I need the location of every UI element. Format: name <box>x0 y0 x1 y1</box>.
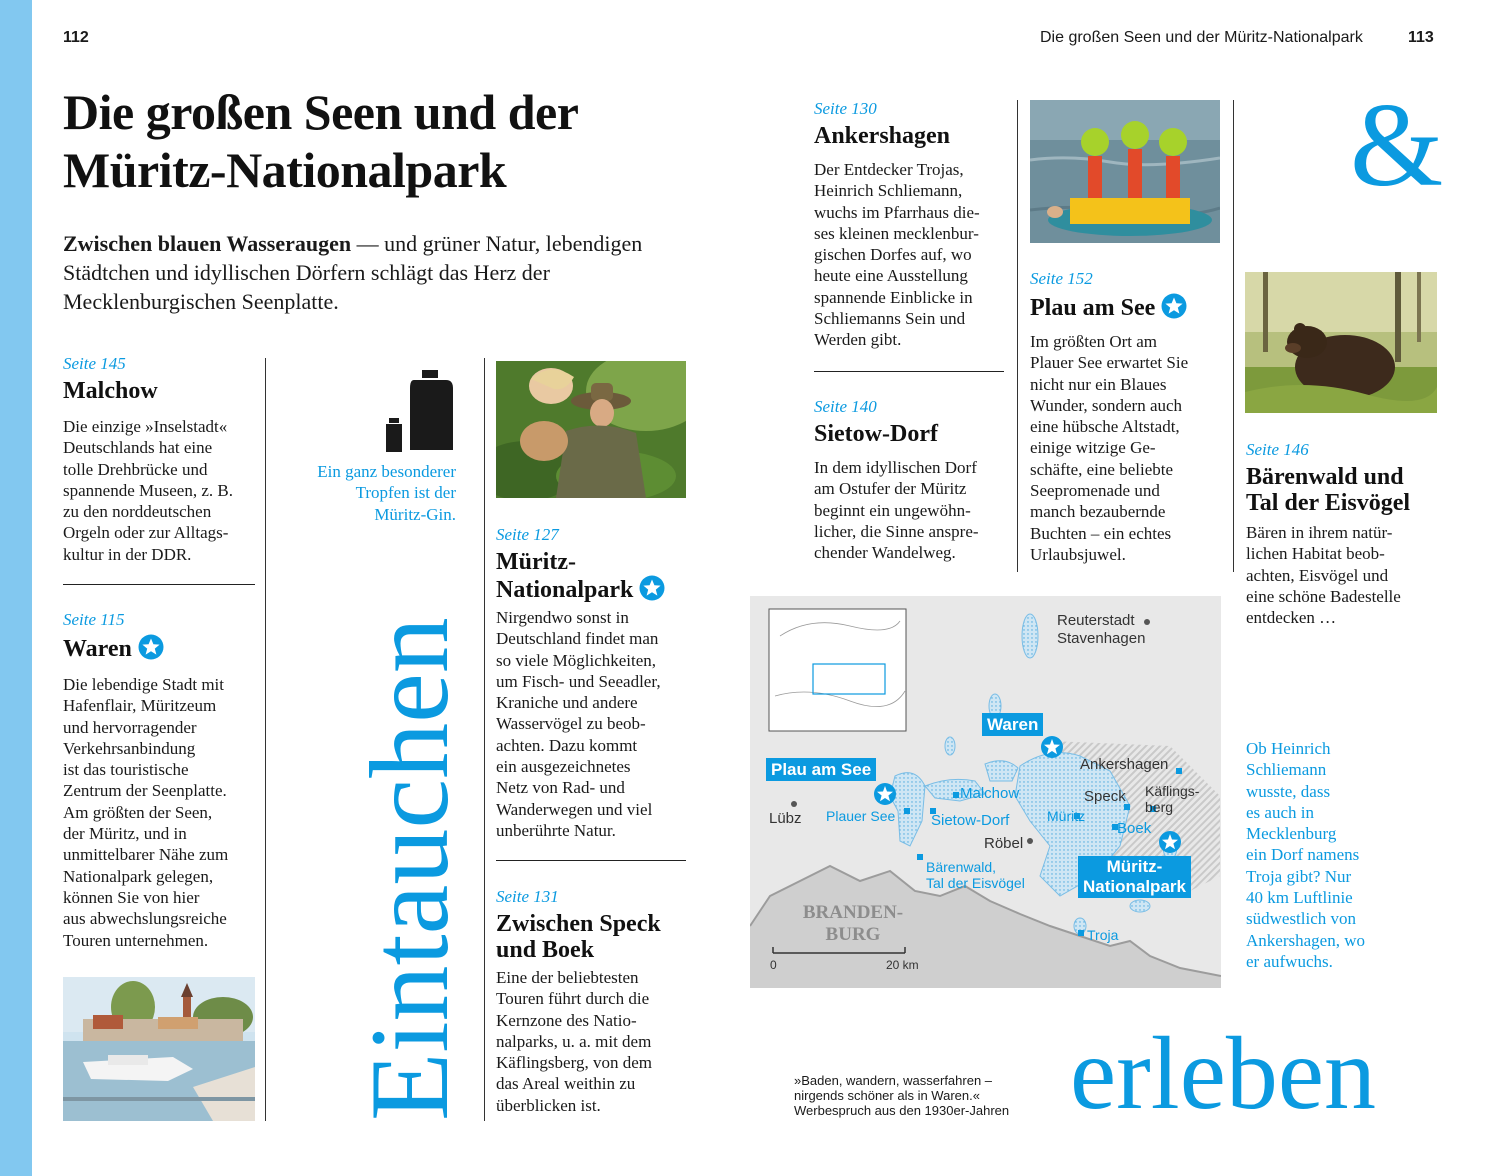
bear-photo <box>1245 272 1437 413</box>
gin-note <box>280 461 456 525</box>
map-label-ankershagen: Ankershagen <box>1080 756 1169 773</box>
entry-title: Ankershagen <box>814 123 951 149</box>
text-line: Eine der beliebtesten <box>496 968 639 987</box>
star-icon <box>1161 293 1187 319</box>
text-line: Touren führt durch die <box>496 989 650 1009</box>
note-line: Schliemann <box>1246 760 1327 780</box>
column-divider <box>265 358 266 1121</box>
star-icon <box>639 575 665 601</box>
text-line: Verkehrsanbindung <box>63 738 196 758</box>
entry-title-text: Nationalpark <box>496 577 634 603</box>
note-line: Mecklenburg <box>1246 824 1337 844</box>
entry-sietow-dorf <box>814 397 1009 563</box>
gin-bottle-icon <box>386 370 456 452</box>
entry-title-line: Müritz- <box>496 549 576 575</box>
text-line: können Sie von hier <box>63 887 200 907</box>
text-line: ist das touristische <box>63 760 189 780</box>
map-scale-zero: 0 <box>770 958 777 972</box>
entry-title: Sietow-Dorf <box>814 421 938 447</box>
text-line: der Müritz, und in <box>63 824 187 844</box>
text-line: Urlaubsjuwel. <box>1030 544 1126 564</box>
text-line: Heinrich Schliemann, <box>814 181 963 201</box>
entry-title-line: und Boek <box>496 937 595 963</box>
region-map <box>750 596 1221 988</box>
note-line: Tropfen ist der <box>355 483 456 503</box>
column-divider <box>484 358 485 1121</box>
text-line: spannende Museen, z. B. <box>63 480 233 500</box>
text-line: aus abwechslungsreiche <box>63 909 227 929</box>
entry-malchow <box>63 354 263 565</box>
note-line: Müritz-Gin. <box>374 504 456 524</box>
entry-text <box>814 159 1009 351</box>
text-line: Am größten der Seen, <box>63 802 213 822</box>
map-tag-nationalpark <box>1078 856 1191 898</box>
text-line: Werden gibt. <box>814 330 902 350</box>
running-title: Die großen Seen und der Müritz-Nationalpark <box>1040 29 1363 46</box>
divider <box>63 584 255 585</box>
map-label-mueritz: Müritz <box>1047 808 1086 824</box>
note-line: Ein ganz besonderer <box>317 462 456 481</box>
ranger-photo <box>496 361 686 498</box>
text-line: wuchs im Pfarrhaus die- <box>814 202 980 222</box>
page-reference: Seite 131 <box>496 887 559 906</box>
map-label-baerenwald <box>926 859 1025 891</box>
text-line: Nirgendwo sonst in <box>496 608 629 627</box>
entry-title: Malchow <box>63 378 158 404</box>
text-line: achten, Eisvögel und <box>1246 565 1389 585</box>
erleben-heading: erleben <box>1070 1016 1377 1131</box>
text-line: lichen Habitat beob- <box>1246 544 1385 564</box>
entry-title <box>63 634 263 662</box>
entry-text <box>1246 522 1446 628</box>
text-line: zu den norddeutschen <box>63 502 212 522</box>
map-label-boek: Boek <box>1117 820 1152 837</box>
map-label-plauer-see: Plauer See <box>826 808 896 824</box>
text-line: Touren unternehmen. <box>63 930 209 950</box>
map-tag-plau: Plau am See <box>766 758 876 781</box>
text-line: das Areal weithin zu <box>496 1074 636 1094</box>
text-line: um Fisch- und Seeadler, <box>496 671 661 691</box>
text-line: kultur in der DDR. <box>63 544 192 564</box>
text-line: licher, die Sinne anspre- <box>814 521 979 541</box>
text-line: nicht nur ein Blaues <box>1030 374 1167 394</box>
entry-text <box>63 674 263 951</box>
intro-rest: — und grüner Natur, lebendigen Städtchen und idyllischen Dörfern schlägt das Herz der Mecklenburgischen Seenplatte. <box>63 231 643 314</box>
text-line: Wanderwegen und viel <box>496 799 653 819</box>
text-line: Die lebendige Stadt mit <box>63 675 224 694</box>
text-line: Im größten Ort am <box>1030 332 1157 351</box>
star-icon <box>138 634 164 660</box>
entry-text <box>496 967 691 1116</box>
map-tag-waren: Waren <box>982 713 1043 736</box>
entry-baerenwald <box>1246 440 1446 628</box>
quote-line: »Baden, wandern, wasserfahren – <box>794 1073 993 1088</box>
text-line: Bären in ihrem natür- <box>1246 523 1393 542</box>
text-line: unmittelbarer Nähe zum <box>63 845 229 865</box>
text-line: Seepromenade und <box>1030 481 1160 501</box>
text-line: Schliemanns Sein und <box>814 309 966 329</box>
page-reference: Seite 115 <box>63 610 125 629</box>
text-line: Netz von Rad- und <box>496 778 625 798</box>
entry-speck-boek <box>496 887 691 1116</box>
text-line: so viele Möglichkeiten, <box>496 650 657 670</box>
map-label-luebz: Lübz <box>769 810 802 827</box>
text-line: achten. Dazu kommt <box>496 735 638 755</box>
column-divider <box>1017 100 1018 572</box>
ampersand-heading: & <box>1350 78 1444 211</box>
text-line: Orgeln oder zur Alltags- <box>63 523 229 543</box>
star-icon <box>1041 736 1063 758</box>
entry-text <box>1030 331 1230 565</box>
entry-title <box>496 911 691 963</box>
page-reference: Seite 146 <box>1246 440 1309 459</box>
map-label-kaeflingsberg <box>1145 783 1199 815</box>
text-line: Käflingsberg, von dem <box>496 1053 652 1073</box>
text-line: Wunder, sondern auch <box>1030 395 1183 415</box>
intro-lead: Zwischen blauen Wasseraugen <box>63 231 352 256</box>
note-line: wusste, dass <box>1246 781 1331 801</box>
eintauchen-heading: Eintauchen <box>348 617 472 1121</box>
map-label-line: Nationalpark <box>1083 877 1186 896</box>
map-label-line: BURG <box>825 924 881 945</box>
text-line: Zentrum der Seenplatte. <box>63 781 227 801</box>
text-line: und hervorragender <box>63 717 197 737</box>
map-label-line: Tal der Eisvögel <box>926 875 1025 891</box>
text-line: überblicken ist. <box>496 1095 601 1115</box>
text-line: entdecken … <box>1246 608 1337 628</box>
page-title-line-1: Die großen Seen und der <box>63 84 579 140</box>
entry-title-text: Plau am See <box>1030 295 1156 321</box>
page-title <box>63 83 763 199</box>
text-line: tolle Drehbrücke und <box>63 459 208 479</box>
page-reference: Seite 127 <box>496 525 559 544</box>
text-line: Die einzige »Inselstadt« <box>63 417 228 436</box>
text-line: Deutschland findet man <box>496 629 659 649</box>
note-line: er aufwuchs. <box>1246 951 1333 971</box>
note-line: ein Dorf namens <box>1246 845 1360 865</box>
entry-title-line <box>496 575 691 603</box>
map-label-speck: Speck <box>1084 788 1126 805</box>
text-line: eine hübsche Altstadt, <box>1030 417 1180 437</box>
entry-title <box>1246 464 1446 516</box>
map-label-reuterstadt <box>1057 612 1145 648</box>
map-label-line: berg <box>1145 799 1174 815</box>
quote-line: Werbespruch aus den 1930er-Jahren <box>794 1103 1010 1118</box>
text-line: gischen Dorfes auf, wo <box>814 245 972 265</box>
note-line: Ob Heinrich <box>1246 739 1331 758</box>
text-line: Buchten – ein echtes <box>1030 523 1172 543</box>
map-label-line: Bärenwald, <box>926 859 997 875</box>
text-line: heute eine Ausstellung <box>814 266 968 286</box>
map-label-sietow: Sietow-Dorf <box>931 812 1010 829</box>
page-reference: Seite 140 <box>814 397 877 416</box>
text-line: ses kleinen mecklenbur- <box>814 223 979 243</box>
text-line: Plauer See erwartet Sie <box>1030 353 1189 373</box>
text-line: unberührte Natur. <box>496 820 616 840</box>
map-label-line: Reuterstadt <box>1057 612 1135 629</box>
entry-title-line: Bärenwald und <box>1246 464 1404 490</box>
text-line: einige witzige Ge- <box>1030 438 1156 458</box>
text-line: ein ausgezeichnetes <box>496 757 631 777</box>
text-line: manch bezaubernde <box>1030 502 1166 522</box>
entry-text <box>814 457 1009 563</box>
map-label-troja: Troja <box>1087 927 1119 943</box>
note-line: Troja gibt? Nur <box>1246 866 1352 886</box>
entry-title-line: Tal der Eisvögel <box>1246 490 1411 516</box>
map-label-brandenburg <box>794 902 912 946</box>
entry-title <box>496 549 691 603</box>
troja-note <box>1246 738 1446 972</box>
page-reference: Seite 152 <box>1030 269 1093 288</box>
right-page-number: 113 <box>1408 29 1434 46</box>
map-label-line: Käflings- <box>1145 783 1200 799</box>
entry-waren <box>63 610 263 951</box>
page-reference: Seite 145 <box>63 354 126 373</box>
text-line: In dem idyllischen Dorf <box>814 458 977 477</box>
text-line: Wasservögel zu beob- <box>496 714 646 734</box>
divider <box>496 860 686 861</box>
divider <box>814 371 1004 372</box>
entry-ankershagen <box>814 99 1009 351</box>
text-line: Hafenflair, Müritzeum <box>63 696 217 716</box>
note-line: Ankershagen, wo <box>1246 930 1365 950</box>
map-label-malchow: Malchow <box>960 785 1020 802</box>
column-divider <box>1233 100 1234 572</box>
entry-title-line: Zwischen Speck <box>496 911 661 937</box>
text-line: Nationalpark gelegen, <box>63 866 214 886</box>
note-line: südwestlich von <box>1246 909 1357 929</box>
text-line: eine schöne Badestelle <box>1246 586 1401 606</box>
text-line: chender Wandelweg. <box>814 543 956 563</box>
intro-paragraph <box>63 229 663 316</box>
star-icon <box>874 783 896 805</box>
map-label-line: Müritz- <box>1106 857 1163 876</box>
page-title-line-2: Müritz-Nationalpark <box>63 142 507 198</box>
star-icon <box>1159 831 1181 853</box>
boat-race-photo <box>1030 100 1220 243</box>
text-line: Kraniche und andere <box>496 693 638 713</box>
map-label-line: Stavenhagen <box>1057 630 1146 647</box>
page-edge-strip <box>0 0 32 1176</box>
harbor-photo <box>63 977 255 1121</box>
entry-mueritz-nationalpark <box>496 525 691 841</box>
text-line: Deutschlands hat eine <box>63 438 213 458</box>
entry-title <box>1030 293 1230 321</box>
text-line: spannende Einblicke in <box>814 287 973 307</box>
map-label-line: BRANDEN- <box>802 902 904 923</box>
map-label-roebel: Röbel <box>984 835 1024 852</box>
text-line: beginnt ein ungewöhn- <box>814 500 971 520</box>
text-line: Kernzone des Natio- <box>496 1010 637 1030</box>
page-reference: Seite 130 <box>814 99 877 118</box>
text-line: Der Entdecker Trojas, <box>814 160 964 179</box>
entry-text <box>496 607 691 841</box>
entry-text <box>63 416 263 565</box>
text-line: am Ostufer der Müritz <box>814 479 967 499</box>
map-scale-km: 20 km <box>886 958 919 972</box>
note-line: es auch in <box>1246 802 1314 822</box>
entry-title-text: Waren <box>63 636 132 662</box>
note-line: 40 km Luftlinie <box>1246 888 1353 908</box>
quote-line: nirgends schöner als in Waren.« <box>794 1088 980 1103</box>
text-line: nalparks, u. a. mit dem <box>496 1031 652 1051</box>
entry-plau-am-see <box>1030 269 1230 565</box>
left-page-number: 112 <box>63 29 89 46</box>
text-line: schäfte, eine beliebte <box>1030 459 1174 479</box>
quote-block <box>794 1073 1054 1118</box>
